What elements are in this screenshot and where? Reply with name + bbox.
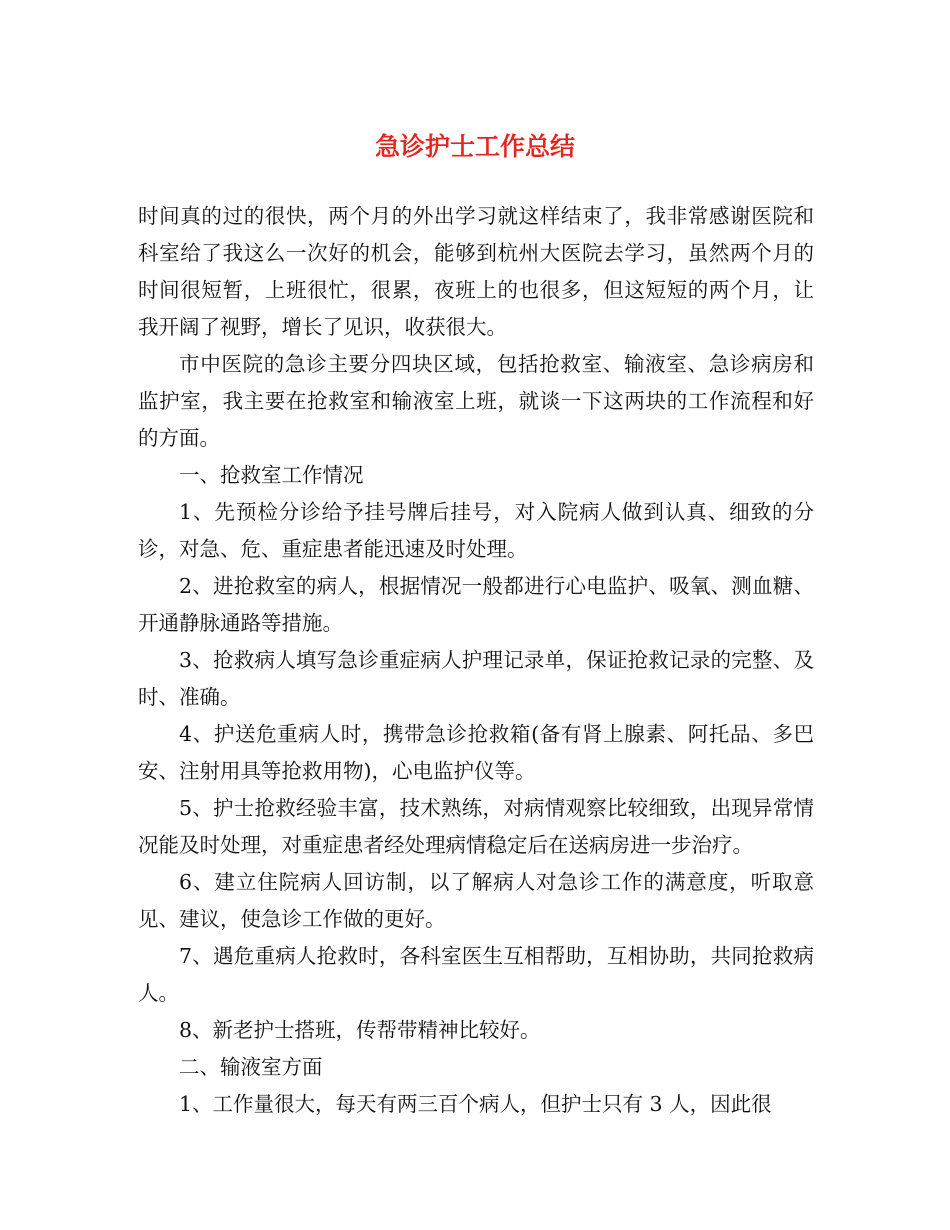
list-item-infusion-1: 1、工作量很大，每天有两三百个病人，但护士只有 3 人，因此很 xyxy=(179,1092,772,1116)
list-item-rescue-2: 2、进抢救室的病人，根据情况一般都进行心电监护、吸氧、测血糖、开通静脉通路等措施。 xyxy=(138,574,814,635)
paragraph-hospital-areas: 市中医院的急诊主要分四块区域，包括抢救室、输液室、急诊病房和监护室，我主要在抢救室和输液室上班，就谈一下这两块的工作流程和好的方面。 xyxy=(138,352,814,450)
list-item-rescue-1: 1、先预检分诊给予挂号牌后挂号，对入院病人做到认真、细致的分诊，对急、危、重症患者能迅速及时处理。 xyxy=(138,500,814,561)
list-item-rescue-6: 6、建立住院病人回访制，以了解病人对急诊工作的满意度，听取意见、建议，使急诊工作做的更好。 xyxy=(138,870,814,931)
list-item-rescue-8: 8、新老护士搭班，传帮带精神比较好。 xyxy=(179,1018,541,1042)
document-title: 急诊护士工作总结 xyxy=(374,132,575,161)
list-item-rescue-5: 5、护士抢救经验丰富，技术熟练，对病情观察比较细致，出现异常情况能及时处理，对重症患者经处理病情稳定后在送病房进一步治疗。 xyxy=(138,796,814,857)
list-item-rescue-7: 7、遇危重病人抢救时，各科室医生互相帮助，互相协助，共同抢救病人。 xyxy=(138,944,814,1005)
section-heading-infusion-room: 二、输液室方面 xyxy=(179,1055,323,1079)
document-body xyxy=(138,198,814,1123)
section-heading-rescue-room: 一、抢救室工作情况 xyxy=(179,463,364,487)
list-item-rescue-4: 4、护送危重病人时，携带急诊抢救箱(备有肾上腺素、阿托品、多巴安、注射用具等抢救用物)，心电监护仪等。 xyxy=(138,722,814,783)
paragraph-intro: 时间真的过的很快，两个月的外出学习就这样结束了，我非常感谢医院和科室给了我这么一次好的机会，能够到杭州大医院去学习，虽然两个月的时间很短暂，上班很忙，很累，夜班上的也很多，但这短短的两个月，让我开阔了视野，增长了见识，收获很大。 xyxy=(138,204,814,339)
list-item-rescue-3: 3、抢救病人填写急诊重症病人护理记录单，保证抢救记录的完整、及时、准确。 xyxy=(138,648,814,709)
